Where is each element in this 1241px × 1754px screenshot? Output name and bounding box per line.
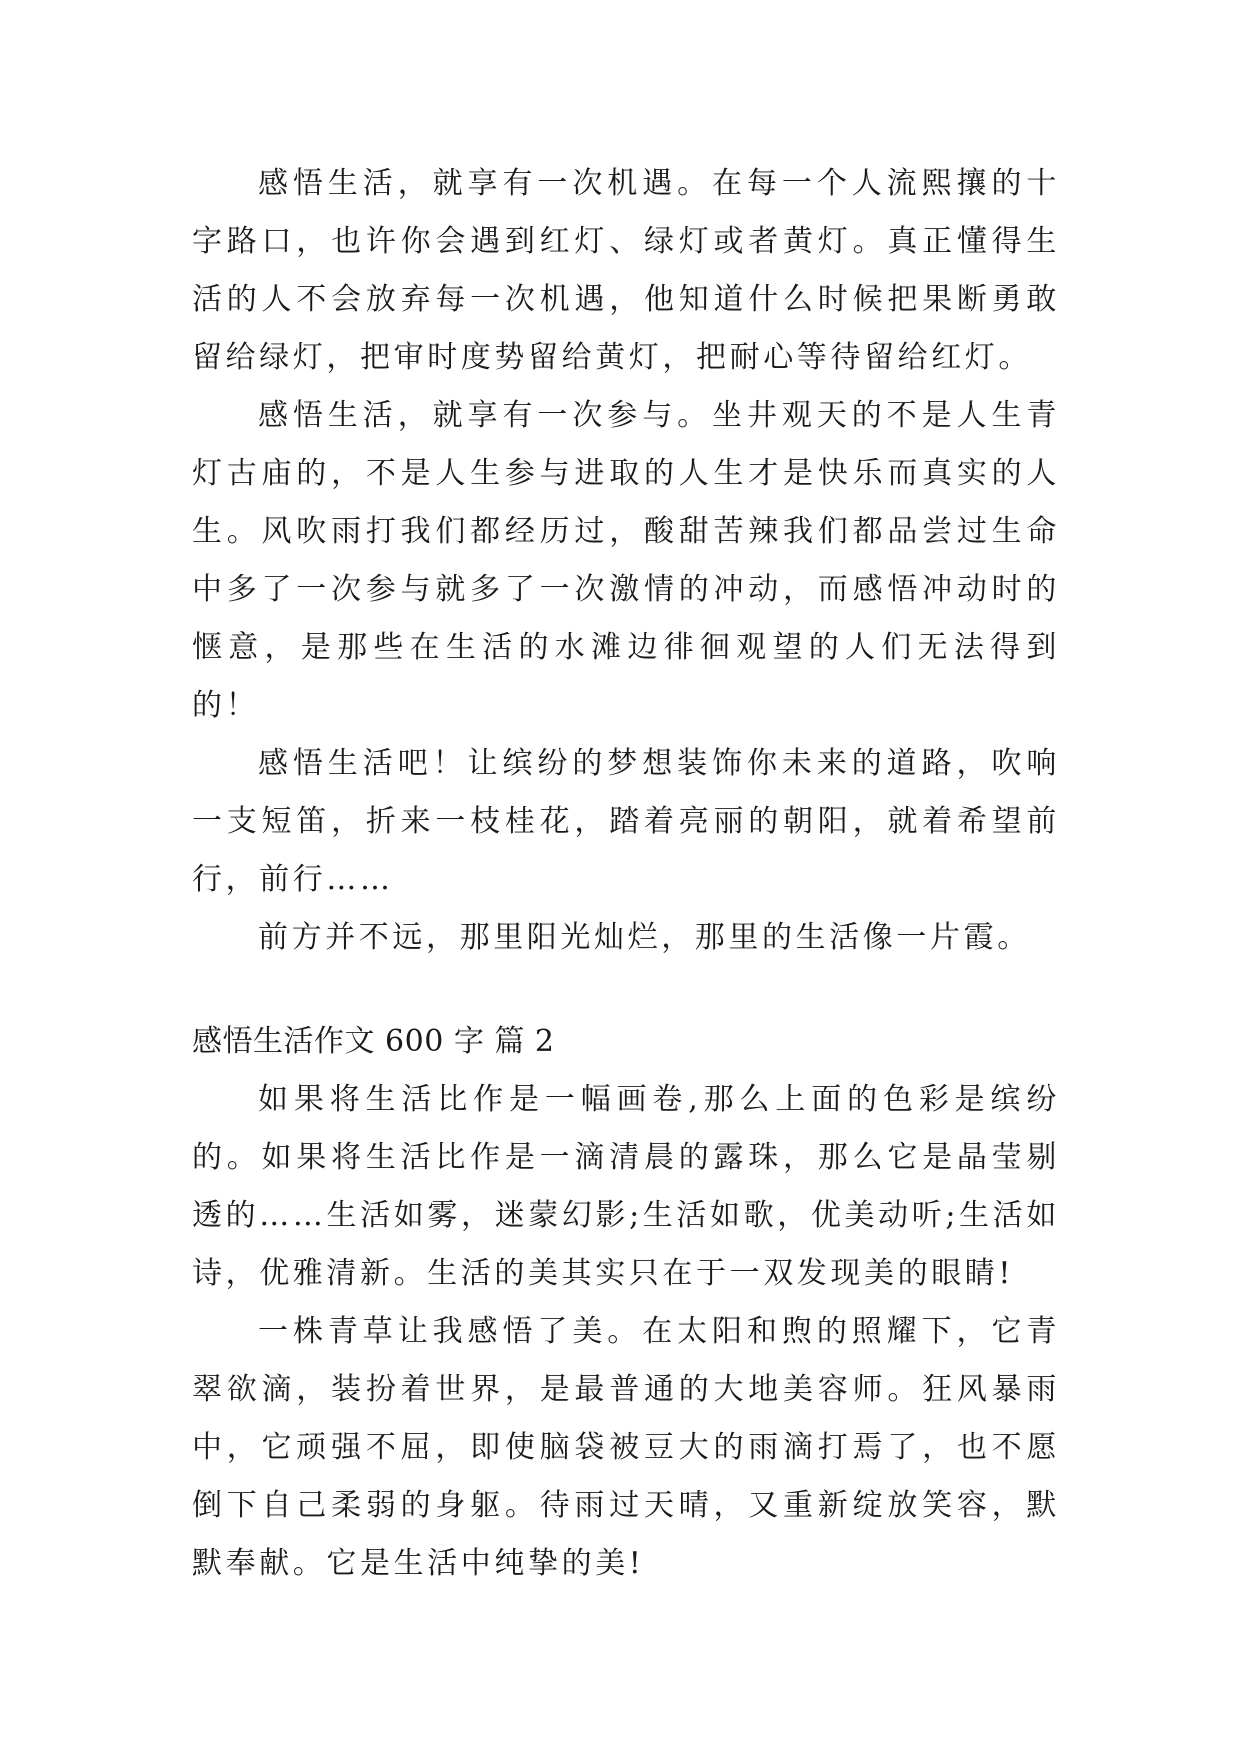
- paragraph-green-grass: 一株青草让我感悟了美。在太阳和煦的照耀下，它青翠欲滴，装扮着世界，是最普通的大地美容师。狂风暴雨中，它顽强不屈，即使脑袋被豆大的雨滴打焉了，也不愿倒下自己柔弱的身躯。待雨过天晴，又重新绽放笑容，默默奉献。它是生活中纯挚的美!: [192, 1314, 1060, 1581]
- section-heading: 感悟生活作文 600 字 篇 2: [192, 1024, 555, 1059]
- paragraph-participation: 感悟生活，就享有一次参与。坐井观天的不是人生青灯古庙的，不是人生参与进取的人生才是快乐而真实的人生。风吹雨打我们都经历过，酸甜苦辣我们都品尝过生命中多了一次参与就多了一次激情的冲动，而感悟冲动时的惬意，是那些在生活的水滩边徘徊观望的人们无法得到的！: [192, 398, 1060, 723]
- paragraph-dream: 感悟生活吧！让缤纷的梦想装饰你未来的道路，吹响一支短笛，折来一枝桂花，踏着亮丽的朝阳，就着希望前行，前行……: [192, 746, 1060, 897]
- paragraph-opportunity: 感悟生活，就享有一次机遇。在每一个人流熙攘的十字路口，也许你会遇到红灯、绿灯或者黄灯。真正懂得生活的人不会放弃每一次机遇，他知道什么时候把果断勇敢留给绿灯，把审时度势留给黄灯，把耐心等待留给红灯。: [192, 166, 1060, 375]
- document-body: [192, 155, 1060, 1593]
- paragraph-life-metaphor: 如果将生活比作是一幅画卷,那么上面的色彩是缤纷的。如果将生活比作是一滴清晨的露珠，那么它是晶莹剔透的……生活如雾，迷蒙幻影;生活如歌，优美动听;生活如诗，优雅清新。生活的美其实只在于一双发现美的眼睛!: [192, 1082, 1060, 1291]
- paragraph-ahead: 前方并不远，那里阳光灿烂，那里的生活像一片霞。: [258, 920, 1031, 955]
